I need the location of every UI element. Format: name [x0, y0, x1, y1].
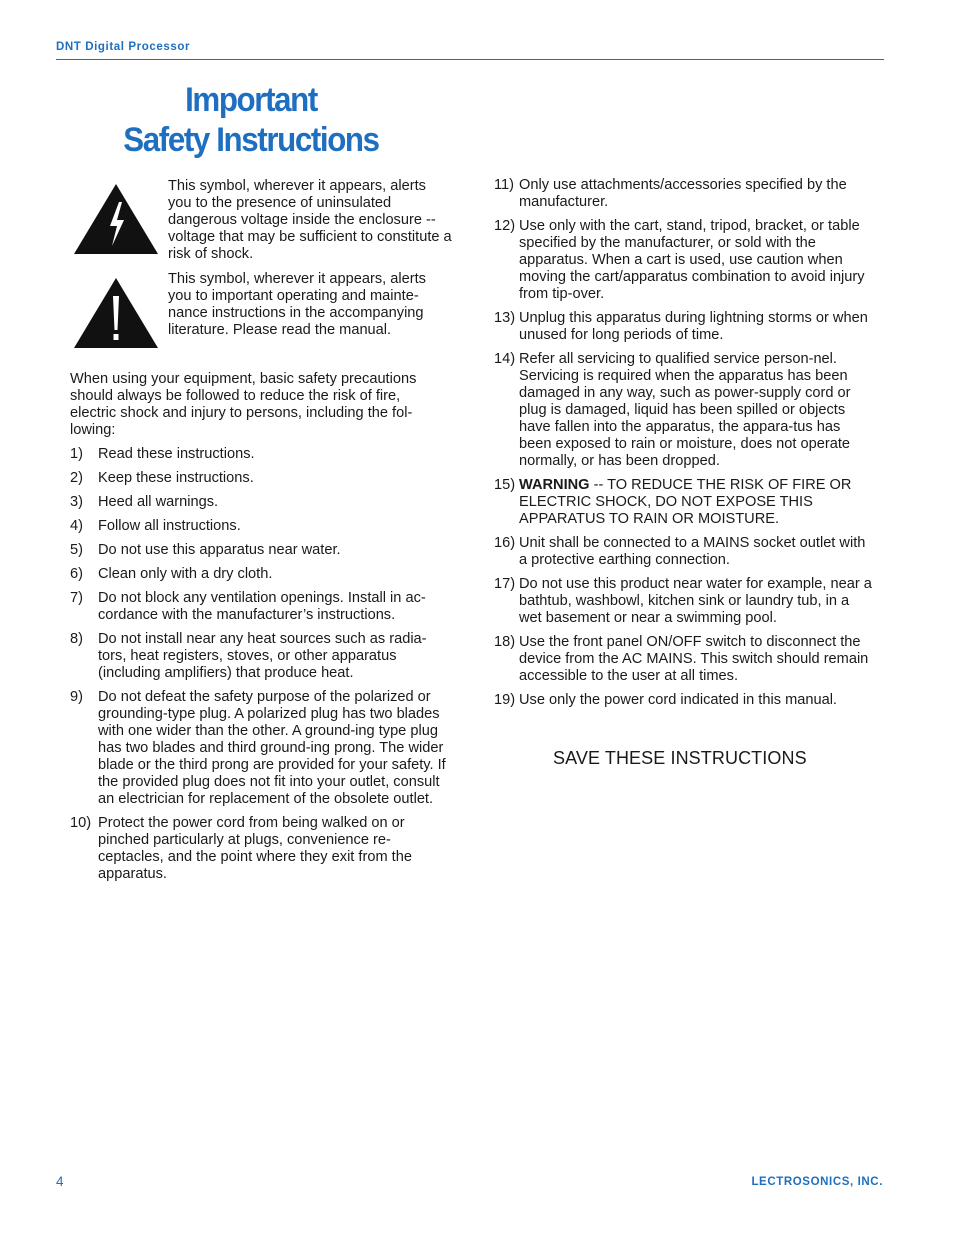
- list-item-text: Unplug this apparatus during lightning storms or when unused for long periods of time.: [519, 310, 868, 343]
- list-item-number: 2): [70, 470, 83, 486]
- list-item: [70, 470, 454, 487]
- warning-label: WARNING: [519, 477, 590, 493]
- list-item-number: 11): [494, 177, 515, 193]
- list-item-number: 18): [494, 634, 516, 650]
- list-item-text: -- TO REDUCE THE RISK OF FIRE OR ELECTRIC SHOCK, DO NOT EXPOSE THIS APPARATUS TO RAIN OR MOISTURE.: [519, 477, 852, 527]
- list-item: [70, 689, 454, 808]
- page-number: 4: [56, 1174, 64, 1189]
- page-title-line-1: Important: [185, 81, 317, 119]
- list-item-text: Follow all instructions.: [98, 518, 241, 534]
- list-item-text: Protect the power cord from being walked on or pinched particularly at plugs, convenience re-ceptacles, and the point where they exit from the apparatus.: [98, 815, 412, 882]
- exclamation-warning-icon: [72, 276, 160, 350]
- list-item-text: Refer all servicing to qualified service person-nel. Servicing is required when the apparatus has been damaged in any way, such as power-supply cord or plug is damaged, liquid has been spilled or objects have fallen into the apparatus, the appara-tus has been exposed to rain or moisture, does not operate normally, or has been dropped.: [519, 351, 851, 469]
- page-title: [108, 80, 393, 160]
- list-item-text: Do not use this product near water for example, near a bathtub, washbowl, kitchen sink or laundry tub, in a wet basement or near a swimming pool.: [519, 576, 872, 626]
- list-item-text: Use only the power cord indicated in this manual.: [519, 692, 837, 708]
- list-item-number: 13): [494, 310, 516, 326]
- list-item: [70, 518, 454, 535]
- list-item-number: 10): [70, 815, 92, 831]
- safety-list-left: [70, 446, 454, 883]
- lightning-symbol-description: This symbol, wherever it appears, alerts you to the presence of uninsulated dangerous voltage inside the enclosure -- voltage that may be sufficient to constitute a risk of shock.: [168, 178, 452, 262]
- list-item: [494, 535, 874, 569]
- lightning-warning-icon: [72, 182, 160, 256]
- list-item-text: Heed all warnings.: [98, 494, 219, 510]
- list-item-text: Only use attachments/accessories specified by the manufacturer.: [519, 177, 847, 210]
- page-title-line-2: Safety Instructions: [123, 121, 379, 159]
- header-product-name: DNT Digital Processor: [56, 41, 191, 53]
- list-item-text: Do not install near any heat sources such as radia-tors, heat registers, stoves, or other apparatus (including amplifiers) that produce heat.: [98, 631, 427, 681]
- list-item: [494, 218, 874, 303]
- list-item-text: Keep these instructions.: [98, 470, 254, 486]
- list-item-number: 19): [494, 692, 516, 708]
- list-item-text: Use only with the cart, stand, tripod, bracket, or table specified by the manufacturer, or sold with the apparatus. When a cart is used, use caution when moving the cart/apparatus combination to avoid injury from tip-over.: [519, 218, 865, 302]
- list-item-text: Unit shall be connected to a MAINS socket outlet with a protective earthing connection.: [519, 535, 866, 568]
- list-item-number: 4): [70, 518, 83, 534]
- list-item-number: 16): [494, 535, 516, 551]
- footer-brand: LECTROSONICS, INC.: [751, 1176, 883, 1188]
- list-item: [494, 576, 874, 627]
- list-item-text: Read these instructions.: [98, 446, 255, 462]
- list-item-number: 6): [70, 566, 83, 582]
- list-item: [70, 590, 454, 624]
- list-item-text: Do not use this apparatus near water.: [98, 542, 341, 558]
- header-divider: [56, 59, 884, 60]
- list-item: [70, 494, 454, 511]
- list-item: [70, 815, 454, 883]
- list-item-number: 17): [494, 576, 516, 592]
- list-item: [70, 542, 454, 559]
- list-item: [70, 566, 454, 583]
- list-item-number: 9): [70, 689, 83, 705]
- list-item: [494, 351, 874, 470]
- list-item-number: 3): [70, 494, 83, 510]
- list-item-number: 15): [494, 477, 516, 493]
- list-item: [494, 477, 874, 528]
- exclamation-symbol-description: This symbol, wherever it appears, alerts you to important operating and mainte-nance instructions in the accompanying literature. Please read the manual.: [168, 271, 426, 338]
- safety-list-right: [494, 177, 874, 709]
- list-item: [494, 634, 874, 685]
- list-item: [70, 631, 454, 682]
- intro-paragraph: When using your equipment, basic safety precautions should always be followed to reduce the risk of fire, electric shock and injury to persons, including the fol-lowing:: [70, 371, 417, 438]
- save-instructions-note: SAVE THESE INSTRUCTIONS: [553, 748, 807, 768]
- list-item-text: Clean only with a dry cloth.: [98, 566, 273, 582]
- list-item-number: 8): [70, 631, 83, 647]
- list-item-text: Do not block any ventilation openings. Install in ac-cordance with the manufacturer’s instructions.: [98, 590, 426, 623]
- list-item: [70, 446, 454, 463]
- list-item-text: Do not defeat the safety purpose of the polarized or grounding-type plug. A polarized plug has two blades with one wider than the other. A ground-ing type plug has two blades and third ground-ing prong. The wider blade or the third prong are provided for your safety. If the provided plug does not fit into your outlet, consult an electrician for replacement of the obsolete outlet.: [98, 689, 446, 807]
- list-item-number: 12): [494, 218, 516, 234]
- list-item-number: 7): [70, 590, 83, 606]
- list-item: [494, 177, 874, 211]
- list-item-number: 5): [70, 542, 83, 558]
- list-item: [494, 310, 874, 344]
- list-item-number: 14): [494, 351, 516, 367]
- list-item: [494, 692, 874, 709]
- list-item-number: 1): [70, 446, 83, 462]
- list-item-text: Use the front panel ON/OFF switch to disconnect the device from the AC MAINS. This switch should remain accessible to the user at all times.: [519, 634, 869, 684]
